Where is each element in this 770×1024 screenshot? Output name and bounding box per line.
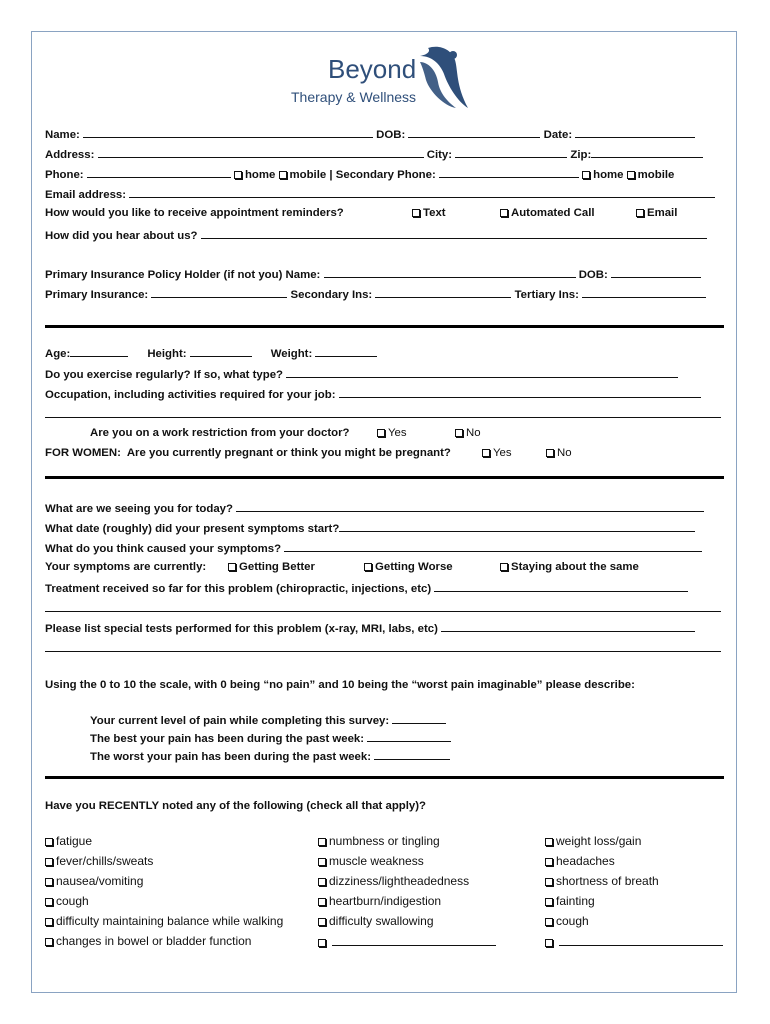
symptom-item: fever/chills/sweats <box>45 854 153 868</box>
text-checkbox[interactable] <box>412 209 420 217</box>
symptom-checkbox[interactable] <box>318 918 326 926</box>
date-field[interactable] <box>575 126 695 138</box>
divider <box>45 325 724 328</box>
email-line: Email address: <box>45 186 715 202</box>
cause-line: What do you think caused your symptoms? <box>45 540 702 556</box>
divider <box>45 776 724 779</box>
scale-intro: Using the 0 to 10 the scale, with 0 being “no pain” and 10 being the “worst pain imaginable” please describe: <box>45 679 635 691</box>
worst-pain-line: The worst your pain has been during the past week: <box>90 748 450 764</box>
worse-checkbox[interactable] <box>364 563 372 571</box>
home-checkbox[interactable] <box>234 171 242 179</box>
symptom-checkbox[interactable] <box>318 838 326 846</box>
other-symptom-field[interactable] <box>559 934 723 946</box>
symptom-item-other <box>318 934 496 949</box>
symptom-checkbox[interactable] <box>545 838 553 846</box>
pregnant-yes-checkbox[interactable] <box>482 449 490 457</box>
symptom-item: difficulty maintaining balance while walking <box>45 914 283 928</box>
exercise-field[interactable] <box>286 366 678 378</box>
symptom-checkbox[interactable] <box>318 939 326 947</box>
occupation-line: Occupation, including activities required for your job: <box>45 386 701 402</box>
treatment-field-2[interactable] <box>45 600 721 612</box>
seeing-field[interactable] <box>236 500 704 512</box>
symptom-checkbox[interactable] <box>545 898 553 906</box>
tests-field-2[interactable] <box>45 640 721 652</box>
exercise-line: Do you exercise regularly? If so, what type? <box>45 366 678 382</box>
symptom-item: fatigue <box>45 834 92 848</box>
height-field[interactable] <box>190 345 252 357</box>
best-pain-line: The best your pain has been during the past week: <box>90 730 451 746</box>
symptom-checkbox[interactable] <box>318 898 326 906</box>
symptom-item: nausea/vomiting <box>45 874 143 888</box>
current-pain-line: Your current level of pain while completing this survey: <box>90 712 446 728</box>
email-field[interactable] <box>129 186 715 198</box>
symptom-item: fainting <box>545 894 595 908</box>
primary-ins-field[interactable] <box>151 286 287 298</box>
address-field[interactable] <box>98 146 424 158</box>
age-line: Age: Height: Weight: <box>45 345 377 361</box>
current-pain-field[interactable] <box>392 712 446 724</box>
phone-line: Phone: home mobile | Secondary Phone: home mobile <box>45 166 674 182</box>
secondary-phone-field[interactable] <box>439 166 579 178</box>
name-line: Name: DOB: Date: <box>45 126 695 142</box>
restriction-line: Are you on a work restriction from your doctor? <box>90 427 350 439</box>
symptom-item: numbness or tingling <box>318 834 440 848</box>
occupation-field-2[interactable] <box>45 406 721 418</box>
symptom-item: muscle weakness <box>318 854 424 868</box>
date-start-field[interactable] <box>339 520 695 532</box>
symptom-checkbox[interactable] <box>45 938 53 946</box>
secondary-mobile-checkbox[interactable] <box>627 171 635 179</box>
policy-holder-line: Primary Insurance Policy Holder (if not you) Name: DOB: <box>45 266 701 282</box>
best-pain-field[interactable] <box>367 730 451 742</box>
symptom-item: shortness of breath <box>545 874 659 888</box>
restriction-yes-checkbox[interactable] <box>377 429 385 437</box>
age-field[interactable] <box>70 345 128 357</box>
other-symptom-field[interactable] <box>332 934 496 946</box>
symptom-checkbox[interactable] <box>45 858 53 866</box>
symptom-item: difficulty swallowing <box>318 914 434 928</box>
city-field[interactable] <box>455 146 567 158</box>
symptom-checkbox[interactable] <box>318 878 326 886</box>
symptom-checkbox[interactable] <box>318 858 326 866</box>
tests-line: Please list special tests performed for this problem (x-ray, MRI, labs, etc) <box>45 620 695 636</box>
divider <box>45 476 724 479</box>
weight-field[interactable] <box>315 345 377 357</box>
tests-field[interactable] <box>441 620 695 632</box>
treatment-line: Treatment received so far for this problem (chiropractic, injections, etc) <box>45 580 688 596</box>
symptom-item: weight loss/gain <box>545 834 641 848</box>
symptom-item-other <box>545 934 723 949</box>
policy-dob-field[interactable] <box>611 266 701 278</box>
symptom-item: headaches <box>545 854 615 868</box>
date-start-line: What date (roughly) did your present symptoms start? <box>45 520 695 536</box>
logo-subtitle: Therapy & Wellness <box>291 89 417 105</box>
name-field[interactable] <box>83 126 373 138</box>
secondary-home-checkbox[interactable] <box>582 171 590 179</box>
hear-line: How did you hear about us? <box>45 227 707 243</box>
symptom-checkbox[interactable] <box>545 878 553 886</box>
worst-pain-field[interactable] <box>374 748 450 760</box>
symptom-item: cough <box>545 914 589 928</box>
symptom-item: heartburn/indigestion <box>318 894 441 908</box>
symptom-checkbox[interactable] <box>545 918 553 926</box>
symptom-checkbox[interactable] <box>45 918 53 926</box>
cause-field[interactable] <box>284 540 702 552</box>
symptoms-heading: Have you RECENTLY noted any of the following (check all that apply)? <box>45 800 427 812</box>
mobile-checkbox[interactable] <box>279 171 287 179</box>
insurance-line: Primary Insurance: Secondary Ins: Tertiary Ins: <box>45 286 706 302</box>
email-checkbox[interactable] <box>636 209 644 217</box>
same-checkbox[interactable] <box>500 563 508 571</box>
currently-line: Your symptoms are currently: <box>45 561 207 573</box>
women-line: FOR WOMEN: Are you currently pregnant or think you might be pregnant? <box>45 447 451 459</box>
symptom-checkbox[interactable] <box>45 878 53 886</box>
treatment-field[interactable] <box>434 580 688 592</box>
symptom-checkbox[interactable] <box>545 858 553 866</box>
symptom-checkbox[interactable] <box>45 838 53 846</box>
symptom-item: cough <box>45 894 89 908</box>
dob-field[interactable] <box>408 126 540 138</box>
symptom-item: changes in bowel or bladder function <box>45 934 251 948</box>
symptom-checkbox[interactable] <box>545 939 553 947</box>
occupation-field[interactable] <box>339 386 701 398</box>
symptom-item: dizziness/lightheadedness <box>318 874 469 888</box>
restriction-no-checkbox[interactable] <box>455 429 463 437</box>
tertiary-ins-field[interactable] <box>582 286 706 298</box>
address-line: Address: City: Zip: <box>45 146 703 162</box>
secondary-ins-field[interactable] <box>375 286 511 298</box>
policy-holder-field[interactable] <box>324 266 576 278</box>
reminders-line: How would you like to receive appointment reminders? <box>45 207 344 219</box>
symptom-checkbox[interactable] <box>45 898 53 906</box>
logo-name: Beyond <box>328 54 417 84</box>
pregnant-no-checkbox[interactable] <box>546 449 554 457</box>
zip-field[interactable] <box>591 146 703 158</box>
seeing-line: What are we seeing you for today? <box>45 500 704 516</box>
automated-call-checkbox[interactable] <box>500 209 508 217</box>
hear-field[interactable] <box>201 227 707 239</box>
better-checkbox[interactable] <box>228 563 236 571</box>
phone-field[interactable] <box>87 166 231 178</box>
